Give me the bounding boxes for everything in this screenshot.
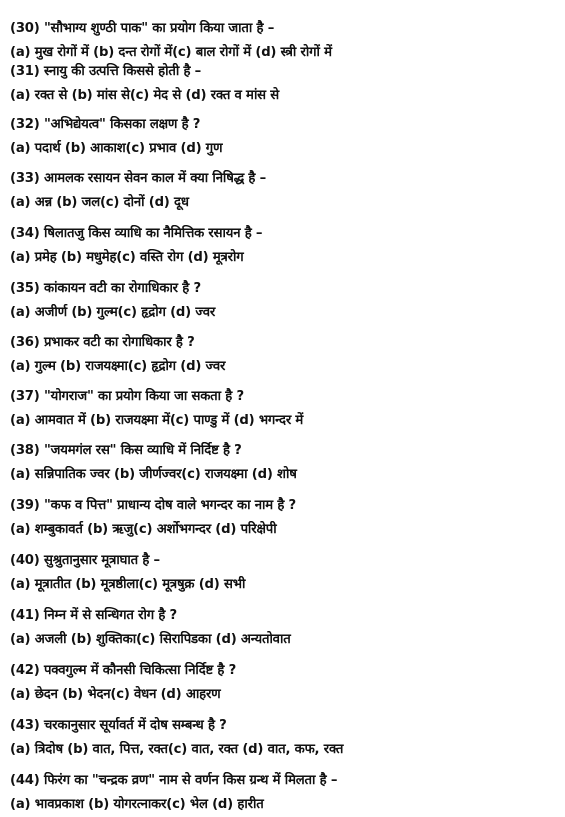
answer-options: (a) पदार्थ (b) आकाश(c) प्रभाव (d) गुण — [10, 141, 223, 156]
answer-options: (a) मुख रोगों में (b) दन्त रोगों में(c) बाल रोगों में (d) स्त्री रोगों में — [10, 45, 332, 60]
question-text: (44) फिरंग का "चन्द्रक व्रण" नाम से वर्णन किस ग्रन्थ में मिलता है – — [10, 773, 338, 788]
answer-options: (a) भावप्रकाश (b) योगरत्नाकर(c) भेल (d) हारीत — [10, 797, 264, 812]
question-35 — [10, 280, 558, 322]
question-text: (32) "अभिद्येयत्व" किसका लक्षण है ? — [10, 117, 201, 132]
question-text: (31) स्नायु की उत्पत्ति किससे होती है – — [10, 64, 202, 79]
question-44 — [10, 772, 558, 814]
question-text: (34) षिलातजु किस व्याधि का नैमित्तिक रसायन है – — [10, 226, 263, 241]
answer-options: (a) आमवात में (b) राजयक्ष्मा में(c) पाण्डु में (d) भगन्दर में — [10, 413, 304, 428]
answer-options: (a) अन्न (b) जल(c) दोनों (d) दूध — [10, 195, 189, 210]
answer-options: (a) रक्त से (b) मांस से(c) मेद से (d) रक्त व मांस से — [10, 88, 279, 103]
question-36 — [10, 334, 558, 376]
answer-options: (a) त्रिदोष (b) वात, पित्त, रक्त(c) वात, रक्त (d) वात, कफ, रक्त — [10, 742, 344, 757]
answer-options: (a) अजीर्ण (b) गुल्म(c) हृद्रोग (d) ज्वर — [10, 305, 216, 320]
answer-options: (a) मूत्रातीत (b) मूत्रष्ठीला(c) मूत्रषुक्र (d) सभी — [10, 577, 246, 592]
question-30 — [10, 20, 558, 62]
question-38 — [10, 442, 558, 484]
question-32 — [10, 116, 558, 158]
question-31 — [10, 63, 558, 105]
question-text: (38) "जयमगंल रस" किस व्याधि में निर्दिष्ट है ? — [10, 443, 242, 458]
answer-options: (a) प्रमेह (b) मधुमेह(c) वस्ति रोग (d) मूत्ररोग — [10, 250, 244, 265]
answer-options: (a) गुल्म (b) राजयक्ष्मा(c) हृद्रोग (d) ज्वर — [10, 359, 226, 374]
question-34 — [10, 225, 558, 267]
question-text: (33) आमलक रसायन सेवन काल में क्या निषिद्ध है – — [10, 171, 267, 186]
question-37 — [10, 388, 558, 430]
question-40 — [10, 552, 558, 594]
question-text: (41) निम्न में से सन्धिगत रोग है ? — [10, 608, 177, 623]
question-text: (39) "कफ व पित्त" प्राधान्य दोष वाले भगन्दर का नाम है ? — [10, 498, 296, 513]
answer-options: (a) सन्निपातिक ज्वर (b) जीर्णज्वर(c) राजयक्ष्मा (d) शोष — [10, 467, 297, 482]
question-42 — [10, 662, 558, 704]
question-text: (30) "सौभाग्य शुण्ठी पाक" का प्रयोग किया जाता है – — [10, 21, 275, 36]
answer-options: (a) छेदन (b) भेदन(c) वेधन (d) आहरण — [10, 687, 221, 702]
answer-options: (a) शम्बुकावर्त (b) ऋजु(c) अर्शोभगन्दर (d) परिक्षेपी — [10, 522, 277, 537]
question-41 — [10, 607, 558, 649]
question-text: (42) पक्वगुल्म में कौनसी चिकित्सा निर्दिष्ट है ? — [10, 663, 237, 678]
question-39 — [10, 497, 558, 539]
question-text: (40) सुश्रुतानुसार मूत्राघात है – — [10, 553, 160, 568]
question-text: (43) चरकानुसार सूर्यावर्त में दोष सम्बन्ध है ? — [10, 718, 227, 733]
answer-options: (a) अजली (b) शुक्तिका(c) सिरापिडका (d) अन्यतोवात — [10, 632, 291, 647]
question-text: (36) प्रभाकर वटी का रोगाधिकार है ? — [10, 335, 195, 350]
question-text: (35) कांकायन वटी का रोगाधिकार है ? — [10, 281, 201, 296]
question-text: (37) "योगराज" का प्रयोग किया जा सकता है ? — [10, 389, 244, 404]
question-43 — [10, 717, 558, 759]
question-33 — [10, 170, 558, 212]
